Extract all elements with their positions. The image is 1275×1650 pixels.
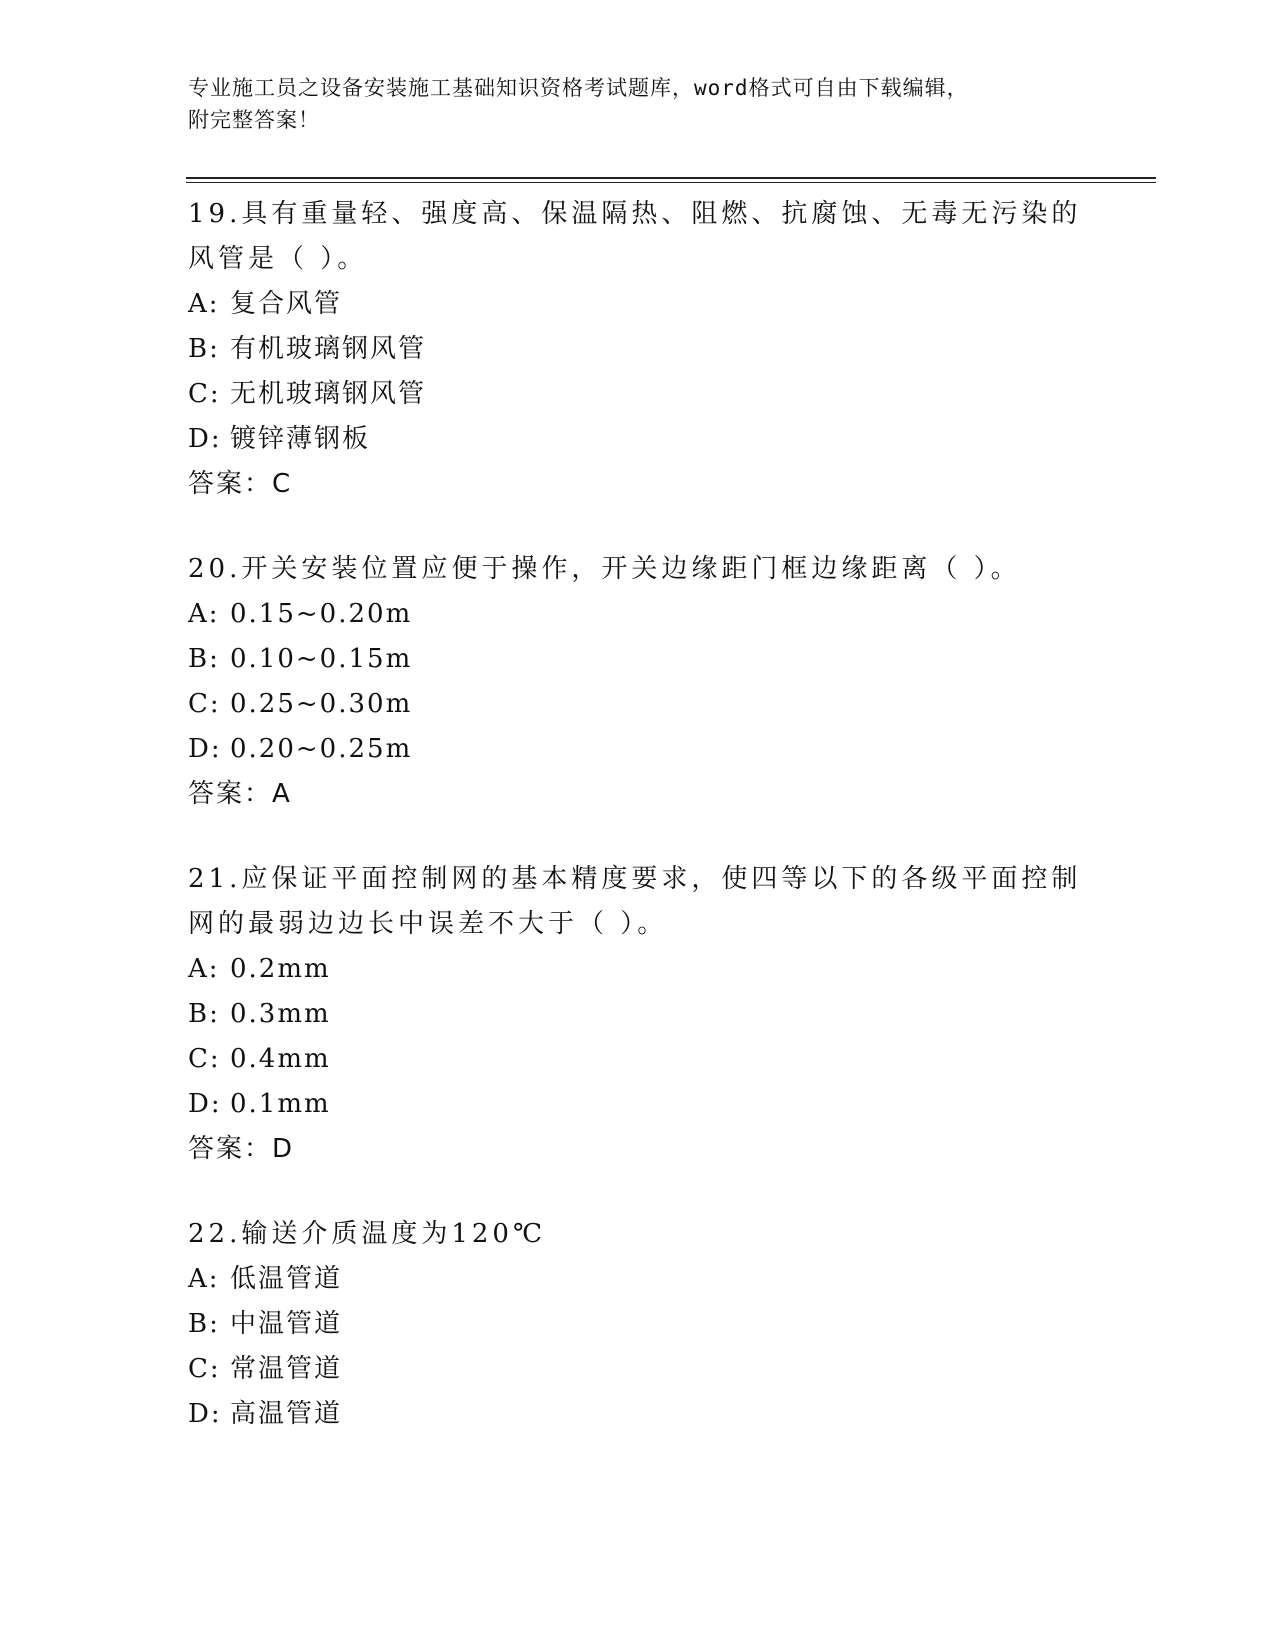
question-text: 20.开关安装位置应便于操作，开关边缘距门框边缘距离（ ）。: [188, 554, 1021, 584]
option-b: [188, 637, 1088, 682]
option-letter: C:: [188, 1044, 221, 1074]
question-list: [188, 192, 1088, 1477]
option-a: [188, 592, 1088, 637]
option-text: 0.3mm: [230, 999, 331, 1029]
option-text: 0.1mm: [230, 1089, 331, 1119]
question-text: 21.应保证平面控制网的基本精度要求，使四等以下的各级平面控制网的最弱边边长中误差不大于（ ）。: [188, 864, 1082, 939]
option-letter: C:: [188, 379, 221, 409]
question-22: [188, 1212, 1088, 1437]
option-letter: A:: [188, 599, 220, 629]
option-letter: A:: [188, 1264, 220, 1294]
option-letter: A:: [188, 289, 220, 319]
option-letter: C:: [188, 1354, 221, 1384]
option-text: 0.2mm: [230, 954, 331, 984]
answer-line: 答案：A: [188, 779, 292, 809]
option-d: [188, 1392, 1088, 1437]
option-letter: A:: [188, 954, 220, 984]
answer-line: 答案：C: [188, 469, 293, 499]
option-a: [188, 282, 1088, 327]
header-divider-thick: [186, 177, 1156, 179]
header-divider-thin: [186, 182, 1156, 183]
option-letter: D:: [188, 1089, 222, 1119]
option-c: [188, 372, 1088, 417]
option-letter: D:: [188, 734, 222, 764]
option-text: 高温管道: [230, 1399, 343, 1429]
question-text: 22.输送介质温度为120℃: [188, 1219, 547, 1249]
option-letter: B:: [188, 1309, 220, 1339]
option-text: 中温管道: [230, 1309, 343, 1339]
option-text: 镀锌薄钢板: [230, 424, 371, 454]
question-text: 19.具有重量轻、强度高、保温隔热、阻燃、抗腐蚀、无毒无污染的风管是（ ）。: [188, 199, 1082, 274]
option-text: 0.25~0.30m: [230, 689, 413, 719]
option-text: 有机玻璃钢风管: [230, 334, 427, 364]
option-d: [188, 417, 1088, 462]
question-21: [188, 857, 1088, 1172]
option-text: 0.4mm: [230, 1044, 331, 1074]
option-text: 0.10~0.15m: [230, 644, 413, 674]
option-a: [188, 1257, 1088, 1302]
option-d: [188, 727, 1088, 772]
question-20: [188, 547, 1088, 817]
option-text: 0.20~0.25m: [230, 734, 413, 764]
question-19: [188, 192, 1088, 507]
option-text: 0.15~0.20m: [230, 599, 413, 629]
header-line-2: 附完整答案！: [188, 108, 320, 132]
answer-line: 答案：D: [188, 1134, 295, 1164]
option-c: [188, 1347, 1088, 1392]
option-text: 常温管道: [230, 1354, 343, 1384]
option-d: [188, 1082, 1088, 1127]
option-b: [188, 327, 1088, 372]
option-text: 复合风管: [230, 289, 343, 319]
header-line-1: 专业施工员之设备安装施工基础知识资格考试题库，word格式可自由下载编辑，: [188, 76, 969, 100]
option-b: [188, 992, 1088, 1037]
option-letter: B:: [188, 999, 220, 1029]
option-c: [188, 682, 1088, 727]
option-a: [188, 947, 1088, 992]
option-letter: B:: [188, 644, 220, 674]
option-letter: D:: [188, 424, 222, 454]
option-letter: C:: [188, 689, 221, 719]
option-letter: D:: [188, 1399, 222, 1429]
option-text: 无机玻璃钢风管: [230, 379, 427, 409]
document-header: [188, 72, 1088, 136]
option-b: [188, 1302, 1088, 1347]
option-letter: B:: [188, 334, 220, 364]
option-c: [188, 1037, 1088, 1082]
option-text: 低温管道: [230, 1264, 343, 1294]
